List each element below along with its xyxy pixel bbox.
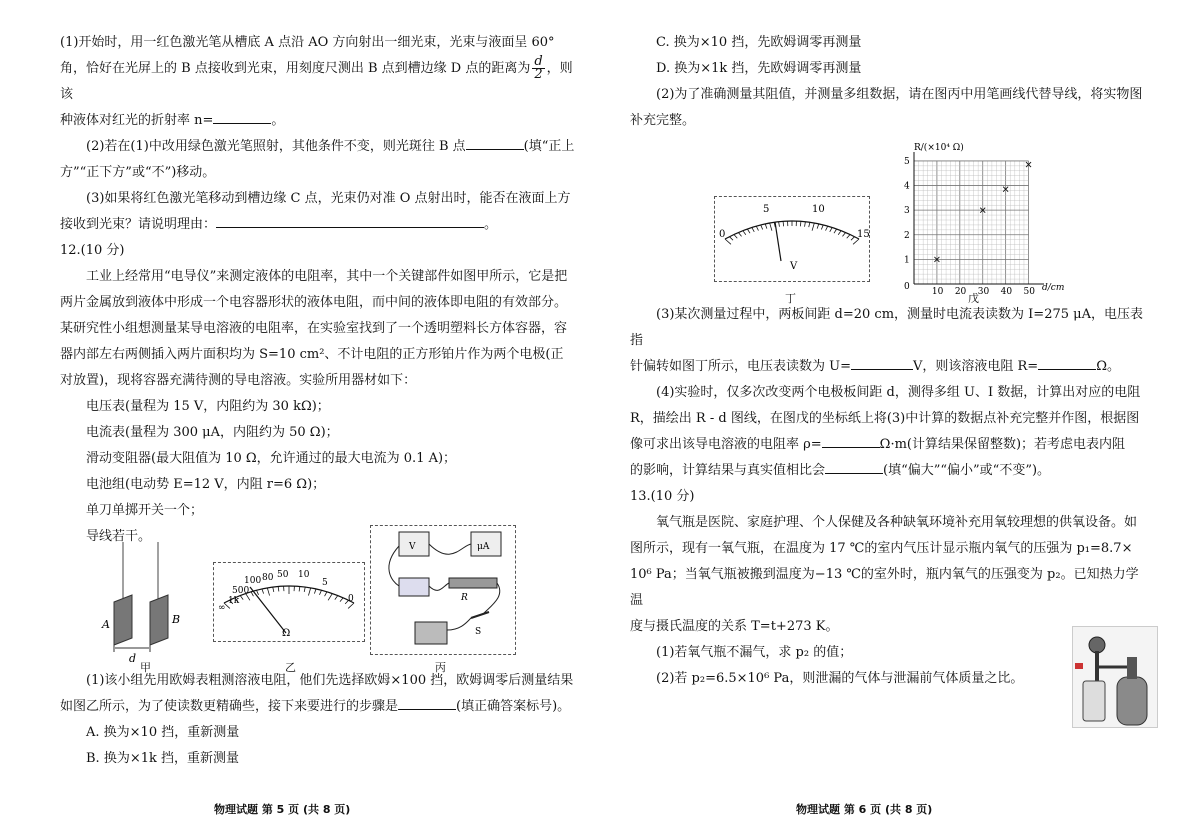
volt-ticks [725, 221, 859, 244]
plates-svg [90, 540, 200, 670]
q12-part1-line1: (1)该小组先用欧姆表粗测溶液电阻，他们先选择欧姆×100 挡，欧姆调零后测量结果 [86, 673, 574, 688]
dial-tick [743, 231, 746, 235]
q11-part2-line1 [60, 134, 580, 160]
answer-blank-u[interactable] [851, 355, 913, 370]
text: (填正确答案标号)。 [456, 699, 571, 714]
text: Ω。 [1096, 359, 1120, 374]
q13-part2: (2)若 p₂=6.5×10⁶ Pa，则泄漏的气体与泄漏前气体质量之比。 [656, 671, 1024, 686]
dial-tick [328, 594, 332, 601]
dial-tick [725, 239, 731, 244]
cylinder-body [1117, 677, 1147, 725]
label-distance-d: d [129, 652, 137, 665]
container-device [399, 578, 429, 596]
answer-blank-step[interactable] [398, 695, 456, 710]
answer-blank-rho[interactable] [822, 433, 880, 448]
q12-part4-line3 [630, 432, 1150, 458]
figure-jia-plates [90, 540, 200, 670]
q12-part2-line2: 补充完整。 [630, 113, 696, 128]
dial-tick [729, 237, 733, 241]
text: 的影响，计算结果与真实值相比会 [630, 463, 826, 478]
q12-part1-line2 [60, 694, 580, 720]
text: (填“偏大”“偏小”或“不变”)。 [883, 463, 1051, 478]
dial-tick [335, 596, 338, 600]
dial-tick [834, 229, 837, 233]
rheostat-device [449, 578, 497, 588]
dial-tick [812, 223, 814, 231]
ohm-unit-label: Ω [282, 628, 291, 639]
ohm-tick-label: 100 [244, 576, 262, 586]
option-b: B. 换为×1k 挡，重新测量 [86, 751, 239, 766]
x-tick-label: 20 [954, 287, 967, 297]
chart-ylabel: R/(×10⁴ Ω) [914, 143, 964, 153]
fraction-denominator: 2 [534, 67, 543, 82]
figure-bing-circuit [370, 525, 516, 655]
ammeter-label: μA [477, 542, 490, 552]
text: Ω·m(计算结果保留整数)；若考虑电表内阻 [879, 437, 1126, 452]
cylinder-valve [1127, 657, 1137, 679]
q13-para-line4: 度与摄氏温度的关系 T=t+273 K。 [630, 619, 839, 634]
text: (1)开始时，用一红色激光笔从槽底 A 点沿 AO 方向射出一细光束，光束与液面呈 60° [60, 35, 555, 50]
dial-tick [770, 223, 772, 231]
q13-para-line1: 氧气瓶是医院、家庭护理、个人保健及各种缺氧环境补充用氧较理想的供氧设备。如 [656, 515, 1138, 530]
footer-page5: 物理试题 第 5 页 (共 8 页) [214, 803, 351, 816]
switch-label: S [475, 627, 482, 637]
dial-tick [779, 222, 780, 227]
rheostat-label: R [461, 593, 468, 603]
option-c: C. 换为×10 挡，先欧姆调零再测量 [656, 35, 862, 50]
pressure-gauge [1089, 637, 1105, 653]
dial-tick [821, 225, 823, 230]
oxygen-cylinder-svg [1073, 627, 1157, 727]
dial-tick [299, 586, 300, 591]
text: V，则该溶液电阻 R= [912, 359, 1039, 374]
q12-part4-line2: R，描绘出 R - d 图线，在图戊的坐标纸上将(3)中计算的数据点补充完整并作图，根据图 [630, 411, 1140, 426]
q12-para-line2: 两片金属放到液体中形成一个电容器形状的液体电阻，而中间的液体即电阻的有效部分。 [60, 295, 568, 310]
dial-tick [752, 227, 754, 231]
dial-tick [765, 224, 767, 229]
left-lower [60, 668, 580, 772]
plate-a [114, 595, 132, 645]
option-a: A. 换为×10 挡，重新测量 [86, 725, 240, 740]
x-tick-label: 30 [977, 287, 990, 297]
text: 像可求出该导电溶液的电阻率 ρ= [630, 437, 822, 452]
label-plate-b: B [172, 613, 181, 626]
caption-jia: 甲 [140, 661, 151, 674]
material-ammeter: 电流表(量程为 300 μA，内阻约为 50 Ω)； [86, 425, 339, 440]
volt-tick-label: 10 [812, 204, 825, 215]
dial-tick [319, 590, 321, 595]
ohm-tick-label: 500 [232, 586, 250, 596]
text: 接收到光束？请说明理由： [60, 217, 217, 232]
y-tick-label: 5 [904, 156, 910, 167]
q11-part3-line2 [60, 212, 580, 238]
text: 种液体对红光的折射率 n= [60, 113, 214, 128]
volt-needle [775, 222, 781, 261]
q12-part4-line4 [630, 458, 1150, 484]
right-column-top [630, 30, 1150, 134]
dial-tick [314, 589, 316, 594]
left-column [60, 30, 580, 550]
dial-tick [851, 237, 855, 241]
text: 角，恰好在光屏上的 B 点接收到光束，用刻度尺测出 B 点到槽边缘 D 点的距离为 [60, 61, 531, 76]
plate-b [150, 595, 168, 645]
volt-tick-label: 15 [857, 229, 870, 240]
dial-tick [761, 225, 763, 230]
material-battery: 电池组(电动势 E=12 V，内阻 r=6 Ω)； [86, 477, 326, 492]
material-rheostat: 滑动变阻器(最大阻值为 10 Ω，允许通过的最大电流为 0.1 A)； [86, 451, 457, 466]
q11-part2-line2 [60, 160, 580, 186]
q12-part3-line2 [630, 354, 1150, 380]
text: 。 [271, 113, 285, 128]
figure-yi-ohmmeter [213, 562, 365, 642]
dial-tick [800, 221, 801, 226]
text: (3)如果将红色激光笔移动到槽边缘 C 点，光束仍对准 O 点射出时，能否在液面上方 [86, 191, 571, 206]
text: 如图乙所示，为了使读数更精确些，接下来要进行的步骤是 [60, 699, 399, 714]
chart-grid [914, 161, 1029, 284]
dial-tick [783, 221, 784, 226]
q12-part2-line1: (2)为了准确测量其阻值，并测量多组数据，请在图丙中用笔画线代替导线，将实物图 [656, 87, 1143, 102]
x-tick-label: 50 [1023, 287, 1035, 297]
answer-blank-reason[interactable] [216, 213, 484, 228]
switch-device [471, 612, 489, 618]
dial-tick [304, 587, 305, 592]
q11-part1-line3 [60, 108, 580, 134]
ohm-needle [250, 587, 286, 633]
dial-tick [251, 592, 253, 596]
caption-bing: 丙 [435, 661, 446, 674]
figure-wu-chart [894, 140, 1065, 300]
ohm-tick-label: 50 [277, 570, 289, 580]
dial-tick [257, 590, 259, 595]
dial-tick [273, 587, 274, 592]
dial-tick [809, 222, 810, 227]
battery-device [415, 622, 447, 644]
y-tick-label: 3 [904, 206, 910, 217]
x-tick-label: 40 [1000, 287, 1013, 297]
caption-wu: 戊 [968, 292, 979, 305]
q12-para-line4: 器内部左右两侧插入两片面积均为 S=10 cm²、不计电阻的正方形铂片作为两个电极(正 [60, 347, 564, 362]
q13-para-line3: 10⁶ Pa；当氧气瓶被搬到温度为−13 ℃的室外时，瓶内氧气的压强变为 p₂。已知热力学温 [630, 567, 1139, 608]
dial-tick [267, 588, 269, 596]
q11-part1-line1 [60, 30, 580, 56]
ohm-tick-label: 5 [322, 578, 328, 588]
dial-tick [842, 233, 845, 237]
material-wires: 导线若干。 [86, 529, 152, 544]
flow-knob [1075, 663, 1083, 669]
ohm-tick-label: 10 [298, 570, 310, 580]
dial-tick [738, 233, 741, 237]
q13-part1: (1)若氧气瓶不漏气，求 p₂ 的值； [656, 645, 853, 660]
fraction-numerator: d [534, 54, 543, 69]
volt-tick-label: 5 [763, 204, 770, 215]
volt-tick-label: 0 [719, 229, 726, 240]
dial-tick [262, 589, 264, 594]
q12-heading: 12.(10 分) [60, 243, 125, 258]
y-tick-label: 2 [904, 230, 910, 241]
q11-part1-line2 [60, 56, 580, 108]
ohm-tick-label: ∞ [218, 603, 226, 613]
option-d: D. 换为×1k 挡，先欧姆调零再测量 [656, 61, 862, 76]
label-plate-a: A [102, 618, 110, 631]
volt-unit-label: V [790, 261, 798, 272]
voltmeter-label: V [409, 542, 416, 552]
q12-part3-line1: (3)某次测量过程中，两板间距 d=20 cm，测量时电流表读数为 I=275 μA，电压表指 [630, 307, 1143, 348]
answer-blank-n[interactable] [213, 109, 271, 124]
figure-ding-voltmeter [714, 196, 870, 282]
r-d-chart [894, 140, 1065, 300]
q13-para-line2: 图所示，现有一氧气瓶，在温度为 17 ℃的室内气压计显示瓶内氧气的压强为 p₁=8.7× [630, 541, 1133, 556]
fraction-d-over-2 [532, 56, 544, 81]
voltmeter-dial-svg [715, 197, 869, 281]
dial-tick [308, 588, 310, 596]
text: (2)若在(1)中改用绿色激光笔照射，其他条件不变，则光斑往 B 点 [86, 139, 466, 154]
caption-ding: 丁 [785, 292, 796, 305]
dial-tick [278, 586, 279, 591]
q11-part3-line1 [60, 186, 580, 212]
material-switch: 单刀单掷开关一个； [86, 503, 204, 518]
dial-tick [838, 231, 841, 235]
dial-tick [325, 592, 327, 596]
q13-heading: 13.(10 分) [630, 489, 695, 504]
text: 针偏转如图丁所示，电压表读数为 U= [630, 359, 851, 374]
answer-blank-r[interactable] [1038, 355, 1096, 370]
text: 方”“正下方”或“不”)移动。 [60, 165, 216, 180]
dial-tick [756, 226, 758, 230]
ohm-tick-label: 80 [262, 573, 274, 583]
dial-tick [805, 222, 806, 227]
caption-yi: 乙 [285, 661, 296, 674]
text: 。 [484, 217, 498, 232]
ohm-tick-label: 0 [348, 594, 354, 604]
q12-part4-line1: (4)实验时，仅多次改变两个电极板间距 d，测得多组 U、I 数据，计算出对应的电阻 [656, 385, 1141, 400]
chart-origin-label: 0 [904, 282, 910, 292]
q12-para-line5: 对放置)，现将容器充满待测的导电溶液。实验所用器材如下： [60, 373, 417, 388]
dial-tick [747, 229, 750, 233]
oxygen-cylinder-image [1072, 626, 1158, 728]
dial-tick [340, 598, 343, 602]
chart-tick-labels [904, 157, 1035, 297]
answer-blank-direction[interactable] [466, 135, 524, 150]
y-tick-label: 4 [904, 181, 910, 192]
x-tick-label: 10 [931, 287, 944, 297]
q12-para-line3: 某研究性小组想测量某导电溶液的电阻率，在实验室找到了一个透明塑料长方体容器，容 [60, 321, 568, 336]
ohmmeter-svg [214, 563, 364, 641]
dial-tick [830, 227, 832, 231]
dial-tick [826, 226, 828, 230]
dial-tick [847, 235, 850, 239]
text: ，则该 [60, 61, 573, 102]
dial-tick [734, 235, 737, 239]
footer-page6: 物理试题 第 6 页 (共 8 页) [796, 803, 933, 816]
material-voltmeter: 电压表(量程为 15 V，内阻约为 30 kΩ)； [86, 399, 330, 414]
ohm-tick-label: 1k [228, 596, 240, 606]
y-tick-label: 1 [904, 255, 910, 266]
chart-xlabel: d/cm [1042, 283, 1065, 293]
q12-para-line1: 工业上经常用“电导仪”来测定液体的电阻率，其中一个关键部件如图甲所示，它是把 [86, 269, 568, 284]
circuit-svg [371, 526, 515, 654]
text: (填“正上 [523, 139, 575, 154]
humidifier-bottle [1083, 681, 1105, 721]
dial-tick [240, 596, 243, 600]
dial-tick [817, 224, 819, 229]
answer-blank-bias[interactable] [825, 459, 883, 474]
